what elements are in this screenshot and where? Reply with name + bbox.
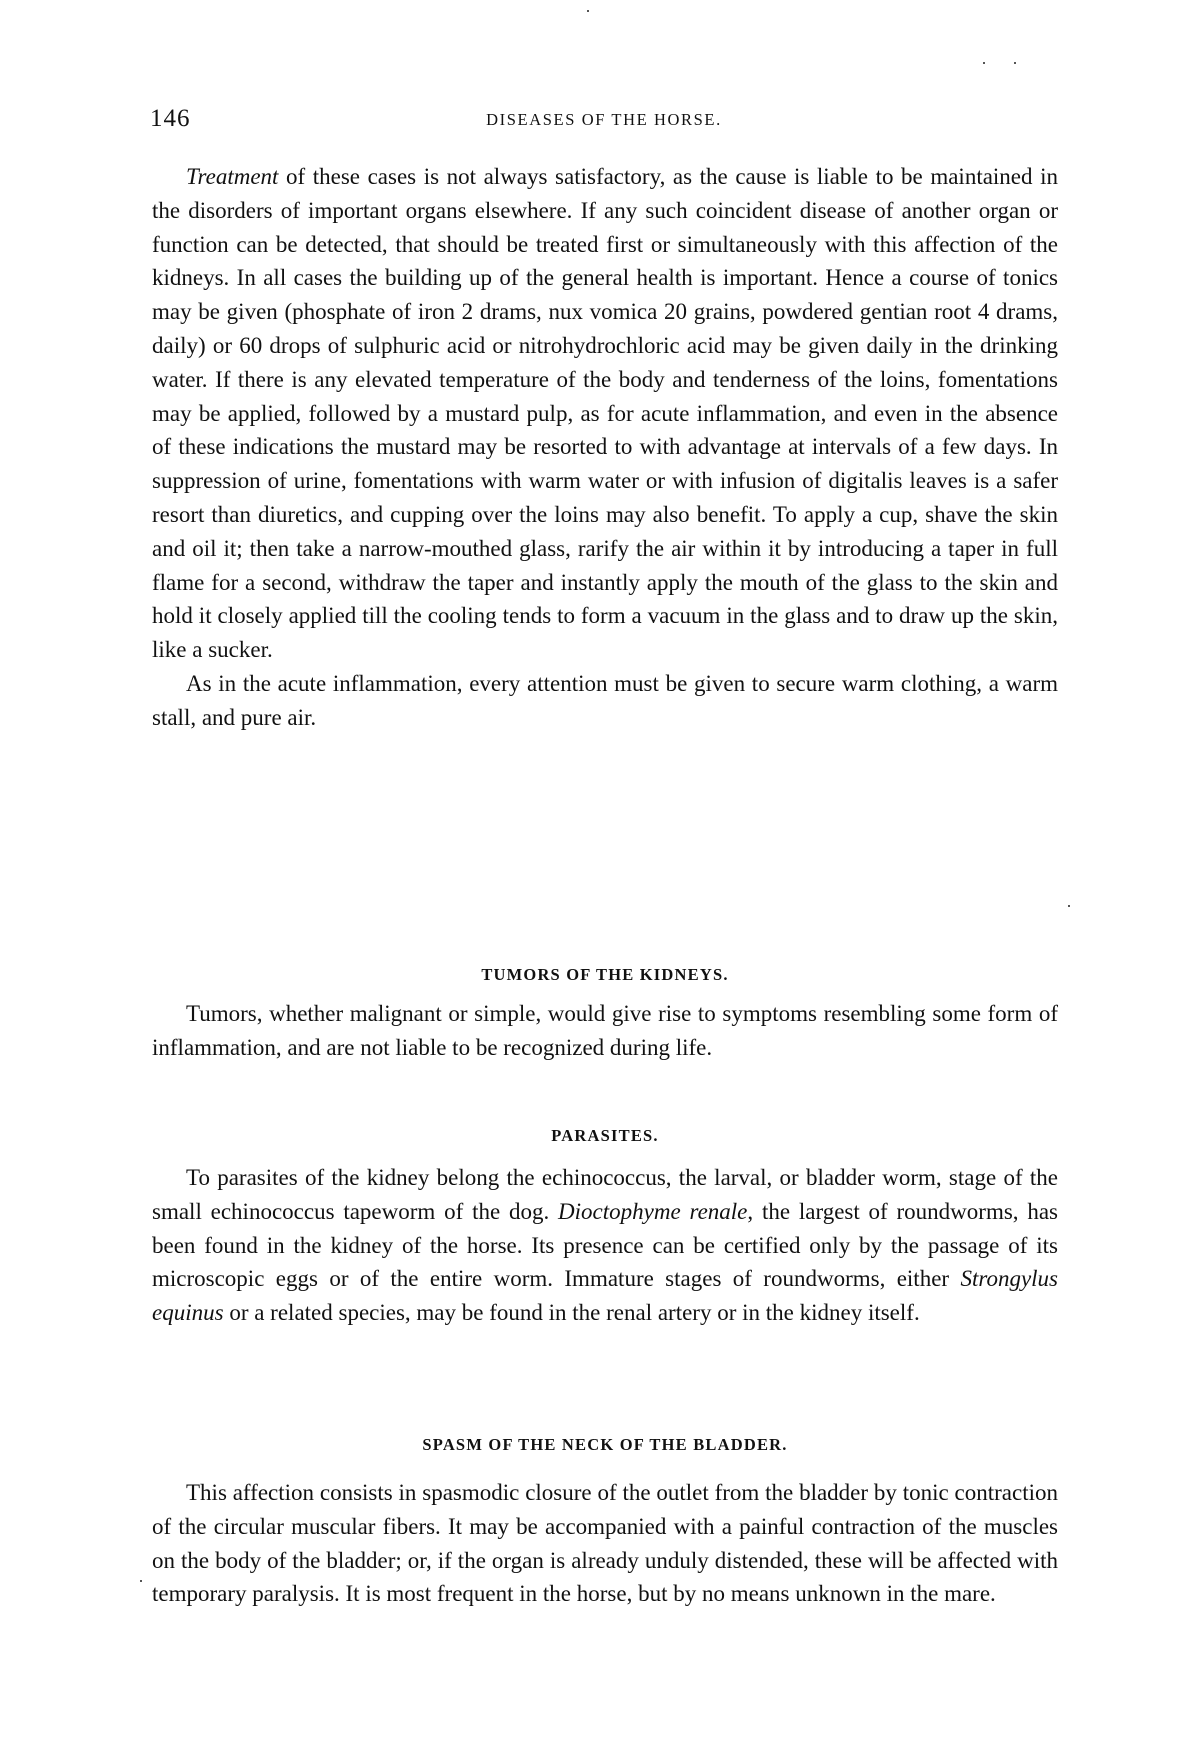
running-head: [150, 104, 1058, 134]
section-heading-tumors: TUMORS OF THE KIDNEYS.: [481, 965, 729, 984]
paragraph: This affection consists in spasmodic closure of the outlet from the bladder by tonic contraction of the circular muscular fibers. It may be accompanied with a painful contraction of the muscles on the body of the bladder; or, if the organ is already unduly distended, these will be affected with temporary paralysis. It is most frequent in the horse, but by no means unknown in the mare.: [152, 1480, 1058, 1607]
page-number: 146: [150, 105, 191, 132]
scan-speck: [983, 62, 985, 64]
paragraph-text: , the largest of roundworms, has been found in the kidney of the horse. Its presence can be certified only by the passage of its microscopic eggs or of the entire worm. Immature stages of roundworms, either: [152, 1198, 1059, 1292]
tumors-section: [152, 997, 1058, 1065]
section-heading-parasites: PARASITES.: [551, 1126, 659, 1145]
treatment-section: [152, 160, 1058, 735]
paragraph: Tumors, whether malignant or simple, would give rise to symptoms resembling some form of inflammation, and are not liable to be recognized during life.: [152, 1001, 1058, 1060]
paragraph: [152, 1161, 1058, 1330]
spasm-section: [152, 1476, 1058, 1611]
paragraph: [152, 160, 1058, 667]
scan-speck: [1068, 905, 1070, 907]
section-heading-spasm: SPASM OF THE NECK OF THE BLADDER.: [422, 1435, 788, 1454]
italic-lead-word: Treatment: [186, 164, 279, 189]
running-head-title: DISEASES OF THE HORSE.: [486, 110, 722, 129]
scan-speck: [1014, 62, 1016, 64]
species-name: Strongylus equinus: [152, 1266, 1058, 1326]
paragraph-text: of these cases is not always satisfactory, as the cause is liable to be maintained in the disorders of important organs elsewhere. If any such coincident disease of another organ or function can be detected, that should be treated first or simultaneously with this affection of the kidneys. In all cases the building up of the general health is important. Hence a course of tonics may be given (phosphate of iron 2 drams, nux vomica 20 grains, powdered gentian root 4 drams, daily) or 60 drops of sulphuric acid or nitrohydrochloric acid may be given daily in the drinking water. If there is any elevated temperature of the body and tenderness of the loins, fomentations may be applied, followed by a mustard pulp, as for acute inflammation, and even in the absence of these indications the mustard may be resorted to with advantage at intervals of a few days. In suppression of urine, fomentations with warm water or with infusion of digitalis leaves is a safer resort than diuretics, and cupping over the loins may also benefit. To apply a cup, shave the skin and oil it; then take a narrow-mouthed glass, rarify the air within it by introducing a taper in full flame for a second, withdraw the taper and instantly apply the mouth of the glass to the skin and hold it closely applied till the cooling tends to form a vacuum in the glass and to draw up the skin, like a sucker.: [152, 164, 1058, 663]
paragraph: As in the acute inflammation, every attention must be given to secure warm clothing, a warm stall, and pure air.: [152, 670, 1058, 730]
paragraph-text: or a related species, may be found in the renal artery or in the kidney itself.: [223, 1300, 920, 1326]
scan-speck: [140, 1580, 142, 1582]
paragraph-text: To parasites of the kidney belong the echinococcus, the larval, or bladder worm, stage of the small echinococcus tapeworm of the dog.: [152, 1165, 1058, 1224]
parasites-section: [152, 1161, 1058, 1330]
species-name: Dioctophyme renale: [558, 1198, 748, 1224]
scan-speck: [587, 10, 589, 12]
